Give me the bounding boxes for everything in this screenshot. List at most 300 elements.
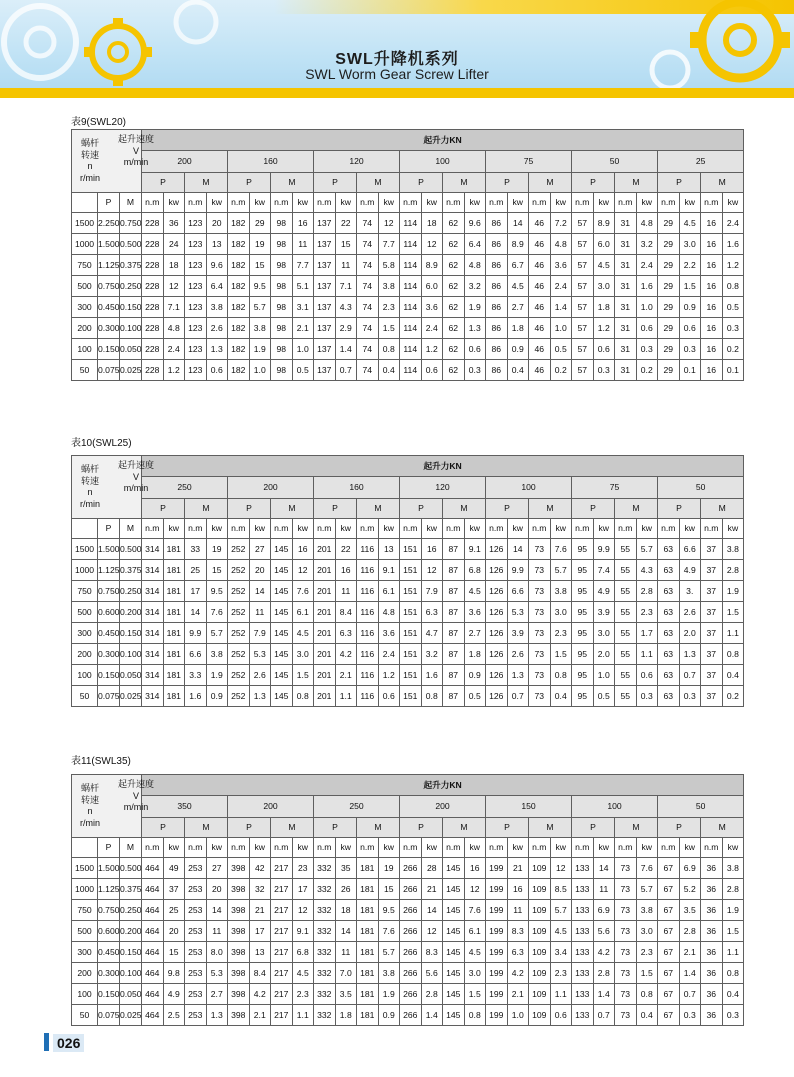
table-cell: 95: [572, 539, 594, 560]
force-column-header: 75: [572, 477, 658, 499]
table-cell: 9.5: [378, 900, 400, 921]
table-cell: 0.3: [722, 1005, 744, 1026]
unit-header: kw: [593, 193, 615, 213]
table-cell: 1.0: [507, 1005, 529, 1026]
table-cell: 15: [378, 879, 400, 900]
table-cell: 332: [314, 921, 336, 942]
table-cell: 109: [529, 1005, 551, 1026]
table-cell: 7.6: [292, 581, 314, 602]
table-cell: 2.1: [679, 942, 701, 963]
table-cell: 67: [658, 984, 680, 1005]
table-cell: 31: [615, 255, 637, 276]
table-cell: 182: [228, 255, 250, 276]
power-header: P: [400, 499, 443, 519]
table-cell: 16: [421, 539, 443, 560]
table-cell: 181: [163, 602, 185, 623]
table-cell: 2.4: [163, 339, 185, 360]
table-cell: 126: [486, 581, 508, 602]
table-cell: 314: [142, 581, 164, 602]
table-cell: 1.8: [464, 644, 486, 665]
corner-label-speed_cn: 转速: [80, 794, 99, 805]
unit-header: n.m: [314, 519, 336, 539]
table-cell: 5.7: [550, 560, 572, 581]
power-header: P: [486, 173, 529, 193]
table-cell: 182: [228, 297, 250, 318]
table-cell: 199: [486, 921, 508, 942]
table-cell: 252: [228, 539, 250, 560]
table-cell: 1.0: [550, 318, 572, 339]
table-cell: 2.8: [636, 581, 658, 602]
table-cell: 16: [335, 560, 357, 581]
table-cell: 8.4: [249, 963, 271, 984]
torque-header: M: [615, 173, 658, 193]
table-cell: 0.8: [464, 1005, 486, 1026]
table-cell: 3.5: [679, 900, 701, 921]
table-cell: 199: [486, 1005, 508, 1026]
table-cell: 133: [572, 900, 594, 921]
table-cell: 253: [185, 1005, 207, 1026]
table-cell: 3.0: [593, 276, 615, 297]
table-cell: 14: [507, 213, 529, 234]
table-corner-header: [72, 456, 154, 519]
table-cell: 133: [572, 879, 594, 900]
table-cell: 28: [421, 858, 443, 879]
table-cell: 31: [615, 213, 637, 234]
table-cell: 7.6: [464, 900, 486, 921]
table-cell: 228: [142, 297, 164, 318]
table-cell: 3.0: [636, 921, 658, 942]
table-cell: 46: [529, 234, 551, 255]
table-cell: 133: [572, 1005, 594, 1026]
table-cell: 109: [529, 900, 551, 921]
table-cell: 4.5: [593, 255, 615, 276]
table-cell: 3.8: [378, 276, 400, 297]
table-cell: 14: [335, 921, 357, 942]
table-cell: 126: [486, 665, 508, 686]
table-cell: 145: [443, 984, 465, 1005]
table-cell: 2.4: [550, 276, 572, 297]
table-cell: 200: [72, 318, 98, 339]
table-cell: 21: [507, 858, 529, 879]
unit-header: kw: [464, 838, 486, 858]
table-cell: 0.450: [98, 942, 120, 963]
table-cell: 1500: [72, 539, 98, 560]
table-cell: 12: [464, 879, 486, 900]
table-cell: 12: [292, 560, 314, 581]
table-cell: 0.150: [120, 623, 142, 644]
unit-header: kw: [249, 193, 271, 213]
table-cell: 3.8: [249, 318, 271, 339]
table-row: [72, 234, 744, 255]
table-cell: 87: [443, 686, 465, 707]
table-cell: 500: [72, 276, 98, 297]
table-cell: 4.5: [507, 276, 529, 297]
table-cell: 181: [357, 879, 379, 900]
table-cell: 9.6: [464, 213, 486, 234]
table-row: [72, 339, 744, 360]
table-cell: 228: [142, 255, 164, 276]
table-cell: 7.0: [335, 963, 357, 984]
table-cell: 7.6: [636, 858, 658, 879]
table-cell: 137: [314, 297, 336, 318]
table-cell: 2.6: [206, 318, 228, 339]
table-cell: 46: [529, 339, 551, 360]
force-column-header: 100: [400, 151, 486, 173]
table-cell: 46: [529, 276, 551, 297]
table-cell: 3.2: [421, 644, 443, 665]
torque-header: M: [271, 173, 314, 193]
table-cell: 252: [228, 686, 250, 707]
table-cell: 5.6: [593, 921, 615, 942]
table-cell: 217: [271, 900, 293, 921]
table-cell: 133: [572, 984, 594, 1005]
table-cell: 0.050: [120, 339, 142, 360]
table-cell: 25: [163, 900, 185, 921]
table-cell: 0.7: [679, 665, 701, 686]
table-cell: 133: [572, 858, 594, 879]
table-cell: 0.300: [98, 963, 120, 984]
table-cell: 133: [572, 942, 594, 963]
table-cell: 0.8: [722, 963, 744, 984]
table-cell: 1.4: [550, 297, 572, 318]
table-cell: 6.4: [464, 234, 486, 255]
table-cell: 4.8: [636, 213, 658, 234]
table-cell: 750: [72, 581, 98, 602]
table-cell: 199: [486, 942, 508, 963]
table-cell: 29: [658, 297, 680, 318]
table-cell: 151: [400, 581, 422, 602]
table-cell: 0.8: [636, 984, 658, 1005]
table-cell: 16: [701, 318, 723, 339]
table-cell: 217: [271, 963, 293, 984]
table-cell: 27: [249, 539, 271, 560]
table-cell: 145: [443, 858, 465, 879]
table-cell: 145: [271, 581, 293, 602]
table-row: [72, 879, 744, 900]
table-cell: 87: [443, 602, 465, 623]
table-cell: 15: [249, 255, 271, 276]
table-cell: 87: [443, 581, 465, 602]
table-row: [72, 276, 744, 297]
table-cell: 151: [400, 539, 422, 560]
unit-header: kw: [722, 519, 744, 539]
unit-header: kw: [206, 838, 228, 858]
table-cell: 314: [142, 644, 164, 665]
table-cell: 0.2: [722, 339, 744, 360]
table-cell: 0.8: [378, 339, 400, 360]
table-cell: 0.4: [636, 1005, 658, 1026]
table-cell: 133: [572, 963, 594, 984]
table-cell: 2.4: [636, 255, 658, 276]
table-cell: 3.0: [550, 602, 572, 623]
table-cell: 9.1: [292, 921, 314, 942]
table-cell: 1000: [72, 560, 98, 581]
corner-label-v: V: [132, 471, 139, 482]
table-cell: 86: [486, 213, 508, 234]
table-cell: 332: [314, 1005, 336, 1026]
unit-header: kw: [163, 838, 185, 858]
table-cell: 3.0: [464, 963, 486, 984]
table-cell: 181: [357, 1005, 379, 1026]
torque-header: M: [443, 173, 486, 193]
table-cell: 9.1: [464, 539, 486, 560]
table-cell: 1.5: [378, 318, 400, 339]
unit-header: kw: [679, 193, 701, 213]
table-cell: 36: [701, 858, 723, 879]
table-cell: 11: [593, 879, 615, 900]
table-cell: 253: [185, 921, 207, 942]
table-cell: 1.3: [464, 318, 486, 339]
table-cell: 2.1: [292, 318, 314, 339]
table-cell: 24: [163, 234, 185, 255]
table-cell: 62: [443, 297, 465, 318]
table-cell: 15: [335, 234, 357, 255]
unit-header: kw: [421, 193, 443, 213]
table-cell: 0.450: [98, 297, 120, 318]
force-column-header: 50: [658, 477, 744, 499]
power-header: P: [572, 818, 615, 838]
table-cell: 0.050: [120, 984, 142, 1005]
torque-header: M: [701, 818, 744, 838]
table-cell: 37: [701, 602, 723, 623]
table-cell: 4.8: [378, 602, 400, 623]
unit-header: n.m: [486, 519, 508, 539]
table-cell: 2.1: [335, 665, 357, 686]
table-cell: 1.5: [722, 602, 744, 623]
table-cell: 1500: [72, 858, 98, 879]
table-cell: 0.250: [120, 581, 142, 602]
table-cell: 73: [529, 644, 551, 665]
table-cell: 1.125: [98, 255, 120, 276]
table-cell: 182: [228, 213, 250, 234]
table-cell: 217: [271, 1005, 293, 1026]
table-corner-header: [72, 775, 154, 838]
table-cell: 1.500: [98, 234, 120, 255]
table-cell: 62: [443, 255, 465, 276]
table-cell: 145: [271, 686, 293, 707]
table-cell: 5.2: [679, 879, 701, 900]
page-header: [0, 0, 794, 98]
table-cell: 37: [163, 879, 185, 900]
table-cell: 0.6: [636, 665, 658, 686]
table-cell: 126: [486, 644, 508, 665]
table-cell: 126: [486, 560, 508, 581]
table-cell: 253: [185, 963, 207, 984]
table-cell: 12: [163, 276, 185, 297]
table-cell: 14: [421, 900, 443, 921]
table-cell: 18: [335, 900, 357, 921]
table-cell: 22: [335, 539, 357, 560]
torque-header: M: [615, 818, 658, 838]
table-cell: 123: [185, 276, 207, 297]
table-cell: 5.3: [507, 602, 529, 623]
table-cell: 126: [486, 602, 508, 623]
table-cell: 4.9: [679, 560, 701, 581]
table-cell: 217: [271, 984, 293, 1005]
table-cell: 7.1: [335, 276, 357, 297]
table-cell: 750: [72, 255, 98, 276]
table-cell: 36: [163, 213, 185, 234]
table-cell: 2.5: [163, 1005, 185, 1026]
table-row: [72, 602, 744, 623]
table-cell: 0.250: [120, 900, 142, 921]
speed-m-header: M: [120, 838, 142, 858]
table-cell: 0.9: [507, 339, 529, 360]
table-cell: 201: [314, 560, 336, 581]
table-cell: 151: [400, 602, 422, 623]
table-cell: 300: [72, 623, 98, 644]
table-cell: 332: [314, 879, 336, 900]
table-cell: 1000: [72, 234, 98, 255]
table-cell: 145: [443, 1005, 465, 1026]
table-cell: 73: [615, 963, 637, 984]
table-cell: 17: [185, 581, 207, 602]
table-row: [72, 921, 744, 942]
power-header: P: [314, 818, 357, 838]
unit-header: n.m: [572, 193, 594, 213]
table-cell: 0.050: [120, 665, 142, 686]
torque-header: M: [701, 499, 744, 519]
table-cell: 5.7: [550, 900, 572, 921]
table-cell: 109: [529, 942, 551, 963]
table-cell: 12: [378, 213, 400, 234]
table-cell: 74: [357, 318, 379, 339]
table-cell: 8.9: [507, 234, 529, 255]
table-cell: 36: [701, 963, 723, 984]
table-cell: 300: [72, 297, 98, 318]
table-cell: 73: [615, 1005, 637, 1026]
table-cell: 332: [314, 942, 336, 963]
spec-table: [71, 129, 744, 381]
table-cell: 145: [443, 942, 465, 963]
table-cell: 50: [72, 1005, 98, 1026]
unit-header: n.m: [701, 519, 723, 539]
unit-header: n.m: [357, 519, 379, 539]
table-cell: 18: [421, 213, 443, 234]
table-cell: 100: [72, 339, 98, 360]
table-cell: 252: [228, 581, 250, 602]
table-cell: 1.3: [206, 1005, 228, 1026]
table-cell: 137: [314, 360, 336, 381]
unit-header: kw: [679, 838, 701, 858]
table-cell: 199: [486, 984, 508, 1005]
unit-header: kw: [378, 193, 400, 213]
table-cell: 109: [529, 921, 551, 942]
torque-header: M: [357, 173, 400, 193]
table-cell: 33: [185, 539, 207, 560]
table-cell: 0.3: [636, 339, 658, 360]
table-cell: 8.5: [550, 879, 572, 900]
table-cell: 0.375: [120, 560, 142, 581]
table-cell: 1.3: [206, 339, 228, 360]
table-cell: 1.5: [722, 921, 744, 942]
table-cell: 266: [400, 900, 422, 921]
lift-force-header: 起升力KN: [142, 775, 744, 796]
table-cell: 0.6: [378, 686, 400, 707]
table-cell: 12: [421, 560, 443, 581]
unit-header: n.m: [314, 193, 336, 213]
table-cell: 31: [615, 318, 637, 339]
table-cell: 0.600: [98, 921, 120, 942]
table-cell: 9.9: [185, 623, 207, 644]
table-cell: 0.6: [464, 339, 486, 360]
unit-header: kw: [335, 519, 357, 539]
corner-label-v: V: [132, 145, 139, 156]
table-cell: 1.2: [593, 318, 615, 339]
table-cell: 29: [658, 360, 680, 381]
table-cell: 87: [443, 644, 465, 665]
table-cell: 16: [701, 276, 723, 297]
table-cell: 7.9: [249, 623, 271, 644]
table-cell: 7.9: [421, 581, 443, 602]
table-cell: 0.9: [378, 1005, 400, 1026]
unit-header: n.m: [443, 193, 465, 213]
table-cell: 67: [658, 942, 680, 963]
table-cell: 181: [163, 560, 185, 581]
table-cell: 86: [486, 297, 508, 318]
table-cell: 5.7: [636, 879, 658, 900]
table-cell: 1.5: [464, 984, 486, 1005]
table-cell: 2.4: [378, 644, 400, 665]
table-cell: 11: [249, 602, 271, 623]
table-cell: 16: [701, 339, 723, 360]
table-cell: 7.2: [550, 213, 572, 234]
table-cell: 74: [357, 276, 379, 297]
power-header: P: [572, 499, 615, 519]
corner-label-speed_cn: 转速: [80, 475, 99, 486]
table-cell: 1.1: [636, 644, 658, 665]
unit-header: n.m: [185, 838, 207, 858]
unit-header: kw: [421, 519, 443, 539]
table-cell: 0.600: [98, 602, 120, 623]
unit-blank-cell: [72, 838, 98, 858]
table-cell: 25: [185, 560, 207, 581]
table-row: [72, 623, 744, 644]
table-cell: 217: [271, 858, 293, 879]
table-cell: 1.6: [722, 234, 744, 255]
table-cell: 145: [271, 602, 293, 623]
speed-m-header: M: [120, 519, 142, 539]
table-cell: 1.4: [593, 984, 615, 1005]
table-cell: 21: [421, 879, 443, 900]
table-cell: 182: [228, 276, 250, 297]
table-cell: 151: [400, 665, 422, 686]
table-row: [72, 984, 744, 1005]
table-cell: 1.5: [636, 963, 658, 984]
table-cell: 2.8: [722, 560, 744, 581]
table-row: [72, 665, 744, 686]
table-cell: 37: [701, 623, 723, 644]
table-cell: 0.3: [722, 318, 744, 339]
table-cell: 0.150: [98, 665, 120, 686]
table-cell: 8.3: [507, 921, 529, 942]
table-cell: 0.150: [98, 339, 120, 360]
table-cell: 37: [701, 539, 723, 560]
table-cell: 2.250: [98, 213, 120, 234]
table-cell: 201: [314, 581, 336, 602]
table-cell: 266: [400, 921, 422, 942]
table-cell: 55: [615, 602, 637, 623]
force-column-header: 120: [314, 151, 400, 173]
table-cell: 228: [142, 213, 164, 234]
force-column-header: 75: [486, 151, 572, 173]
force-column-header: 160: [314, 477, 400, 499]
table-cell: 0.1: [679, 360, 701, 381]
table-cell: 1.500: [98, 539, 120, 560]
table-cell: 6.6: [679, 539, 701, 560]
table-cell: 1.1: [722, 623, 744, 644]
table-cell: 2.3: [550, 623, 572, 644]
